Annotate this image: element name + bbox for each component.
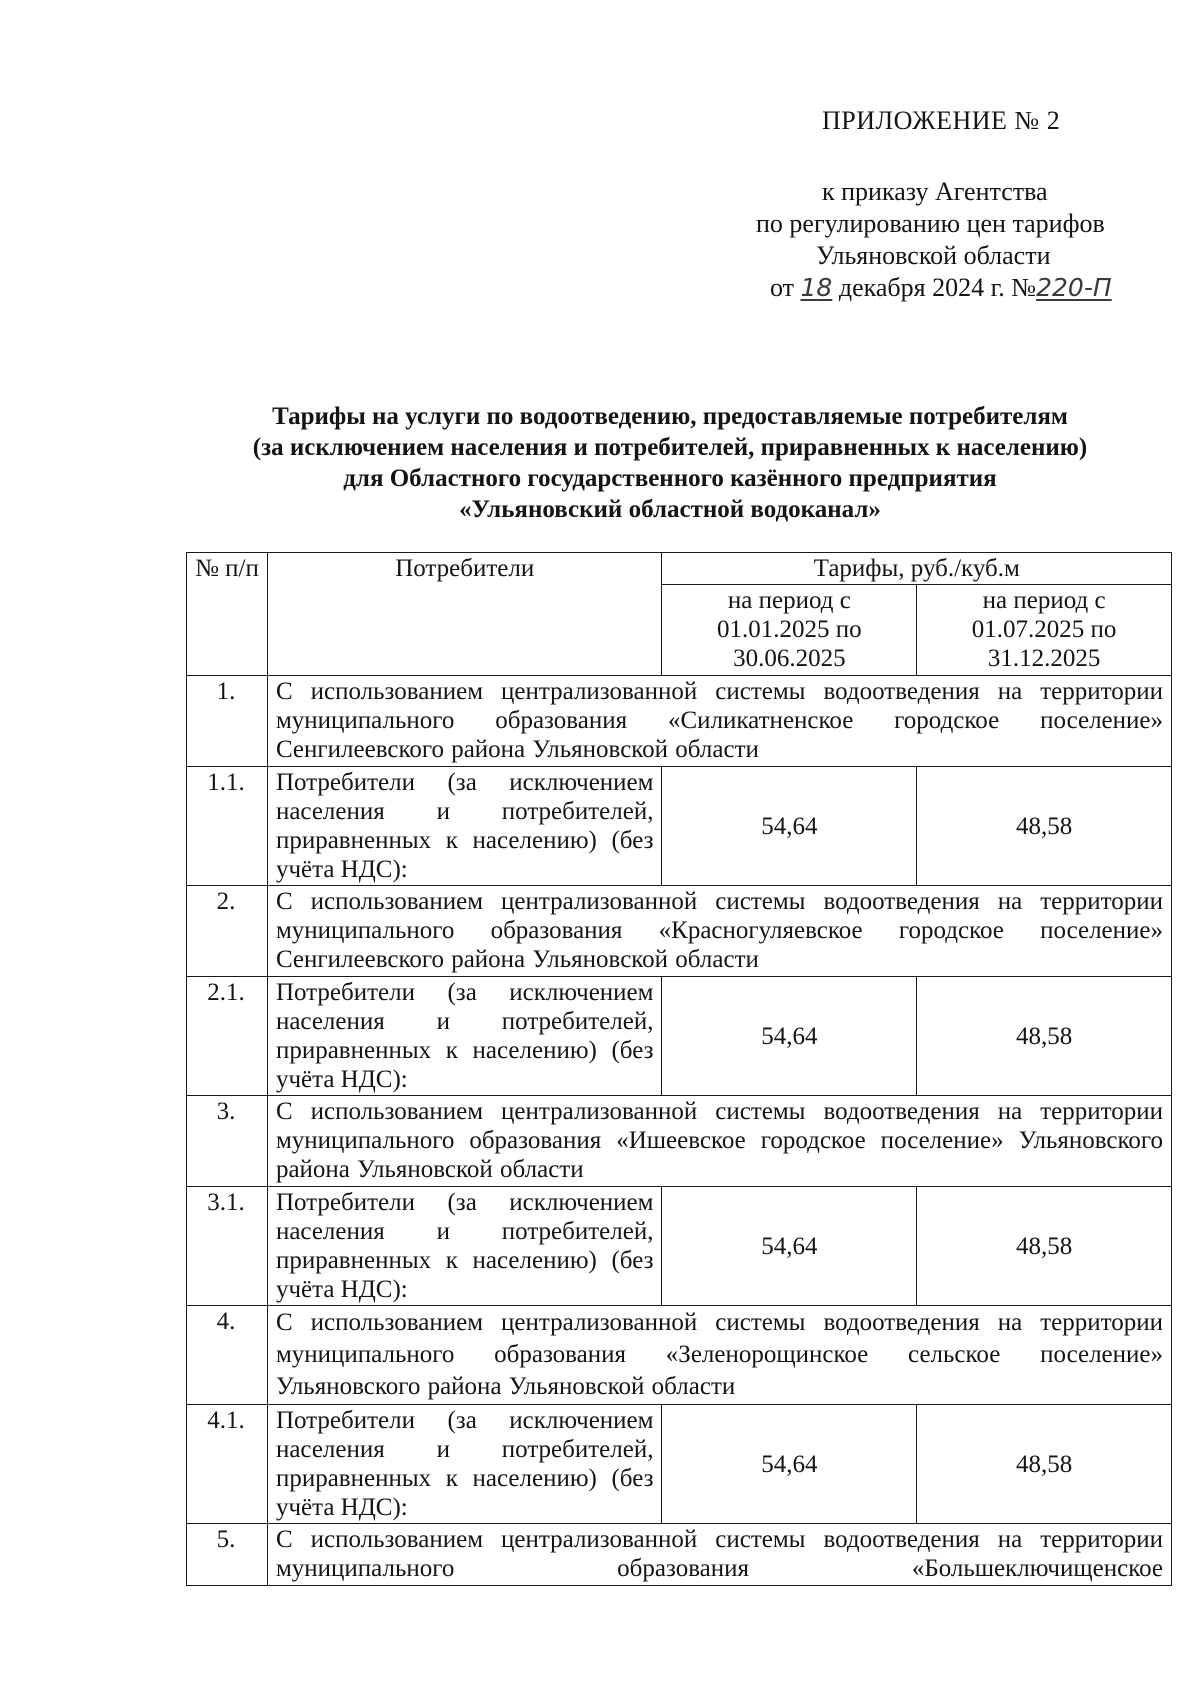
- title-line-3: для Областного государственного казённого предприятия: [343, 465, 997, 492]
- order-number: 220-П: [1036, 273, 1112, 302]
- row-sub-text: Потребители (за исключением населения и потребителей, приравненных к населению) (без учёта НДС):: [267, 977, 662, 1096]
- header-num: № п/п: [187, 553, 268, 676]
- tariff-period-2: 48,58: [917, 1405, 1172, 1524]
- header-period-2: на период с 01.07.2025 по 31.12.2025: [917, 585, 1172, 676]
- table-row: [187, 767, 1172, 886]
- table-row: [187, 1405, 1172, 1524]
- row-section-text: С использованием централизованной системы водоотведения на территории муниципального образования «Силикатненское городское поселение» Сенгилеевского района Ульяновской области: [267, 676, 1171, 767]
- header-consumers: Потребители: [267, 553, 662, 676]
- row-section-text: С использованием централизованной системы водоотведения на территории муниципального образования «Ишеевское городское поселение» Ульяновского района Ульяновской области: [267, 1096, 1171, 1187]
- title-line-4: «Ульяновский областной водоканал»: [459, 496, 881, 523]
- document-title: [180, 401, 1160, 525]
- row-sub-text: Потребители (за исключением населения и потребителей, приравненных к населению) (без учёта НДС):: [267, 1405, 662, 1524]
- row-sub-num: 3.1.: [187, 1187, 268, 1306]
- header-period-1: на период с 01.01.2025 по 30.06.2025: [662, 585, 917, 676]
- tariff-period-1: 54,64: [662, 1187, 917, 1306]
- table-row: [187, 977, 1172, 1096]
- row-sub-text: Потребители (за исключением населения и потребителей, приравненных к населению) (без учёта НДС):: [267, 1187, 662, 1306]
- table-row: [187, 1096, 1172, 1187]
- table-row: [187, 886, 1172, 977]
- tariffs-table: [186, 552, 1172, 1586]
- order-line-1: к приказу Агентства: [822, 177, 1048, 206]
- row-sub-num: 2.1.: [187, 977, 268, 1096]
- tariff-period-2: 48,58: [917, 1187, 1172, 1306]
- title-line-1: Тарифы на услуги по водоотведению, предоставляемые потребителям: [272, 403, 1068, 430]
- table-header-row: [187, 553, 1172, 585]
- tariff-period-1: 54,64: [662, 1405, 917, 1524]
- row-num: 1.: [187, 676, 268, 767]
- tariff-period-1: 54,64: [662, 977, 917, 1096]
- row-num: 4.: [187, 1306, 268, 1405]
- order-date-line: [770, 272, 1112, 304]
- table-row: [187, 1306, 1172, 1405]
- row-sub-text: Потребители (за исключением населения и потребителей, приравненных к населению) (без учёта НДС):: [267, 767, 662, 886]
- row-num: 2.: [187, 886, 268, 977]
- row-sub-num: 4.1.: [187, 1405, 268, 1524]
- order-line-2: по регулированию цен тарифов: [756, 209, 1105, 238]
- table-row: [187, 1187, 1172, 1306]
- title-line-2: (за исключением населения и потребителей, приравненных к населению): [252, 434, 1088, 461]
- tariff-period-1: 54,64: [662, 767, 917, 886]
- header-tariffs: Тарифы, руб./куб.м: [662, 553, 1172, 585]
- order-date-rest: декабря 2024 г. №: [838, 273, 1037, 302]
- appendix-title: ПРИЛОЖЕНИЕ № 2: [822, 106, 1061, 135]
- order-date-prefix: от: [770, 273, 795, 302]
- row-sub-num: 1.1.: [187, 767, 268, 886]
- order-date-day: 18: [800, 273, 833, 302]
- row-section-text: С использованием централизованной системы водоотведения на территории муниципального образования «Большеключищенское: [267, 1524, 1171, 1586]
- row-num: 5.: [187, 1524, 268, 1586]
- order-line-3: Ульяновской области: [816, 241, 1051, 270]
- table-row: [187, 1524, 1172, 1586]
- tariff-period-2: 48,58: [917, 767, 1172, 886]
- row-section-text: С использованием централизованной системы водоотведения на территории муниципального образования «Зеленорощинское сельское поселение» Ульяновского района Ульяновской области: [267, 1306, 1171, 1405]
- table-row: [187, 676, 1172, 767]
- tariff-period-2: 48,58: [917, 977, 1172, 1096]
- row-num: 3.: [187, 1096, 268, 1187]
- row-section-text: С использованием централизованной системы водоотведения на территории муниципального образования «Красногуляевское городское поселение» Сенгилеевского района Ульяновской области: [267, 886, 1171, 977]
